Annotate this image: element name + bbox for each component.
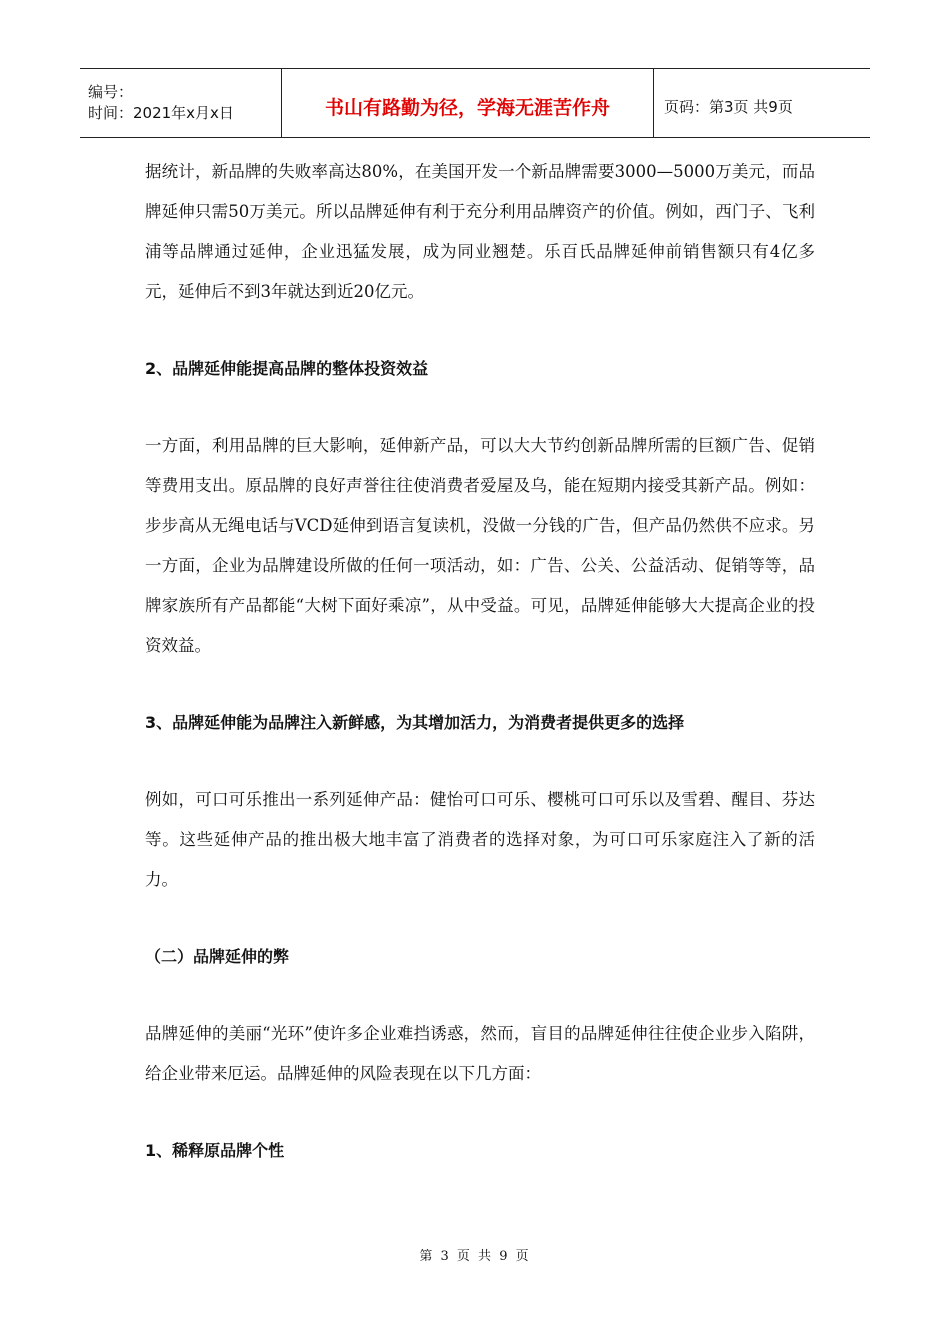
header-motto bbox=[281, 69, 654, 137]
header-page-info bbox=[654, 69, 870, 137]
heading-4: （二）品牌延伸的弊 bbox=[145, 947, 290, 966]
heading-3: 3、品牌延伸能为品牌注入新鲜感，为其增加活力，为消费者提供更多的选择 bbox=[145, 713, 685, 732]
number-label: 编号： bbox=[88, 83, 134, 101]
document-body bbox=[145, 152, 815, 1171]
footer-page-number: 第 3 页 共 9 页 bbox=[419, 1249, 531, 1264]
page-label: 页码：第3页 共9页 bbox=[664, 97, 793, 116]
heading-5: 1、稀释原品牌个性 bbox=[145, 1141, 285, 1160]
paragraph-4: 品牌延伸的美丽“光环”使许多企业难挡诱惑，然而，盲目的品牌延伸往往使企业步入陷阱，给企业带来厄运。品牌延伸的风险表现在以下几方面： bbox=[145, 1024, 815, 1083]
paragraph-1: 据统计，新品牌的失败率高达80%，在美国开发一个新品牌需要3000—5000万美元，而品牌延伸只需50万美元。所以品牌延伸有利于充分利用品牌资产的价值。例如，西门子、飞利浦等品牌通过延伸，企业迅猛发展，成为同业翘楚。乐百氏品牌延伸前销售额只有4亿多元，延伸后不到3年就达到近20亿元。 bbox=[145, 162, 815, 301]
paragraph-3: 例如，可口可乐推出一系列延伸产品：健怡可口可乐、樱桃可口可乐以及雪碧、醒目、芬达等。这些延伸产品的推出极大地丰富了消费者的选择对象，为可口可乐家庭注入了新的活力。 bbox=[145, 790, 815, 889]
paragraph-2: 一方面，利用品牌的巨大影响，延伸新产品，可以大大节约创新品牌所需的巨额广告、促销等费用支出。原品牌的良好声誉往往使消费者爱屋及乌，能在短期内接受其新产品。例如：步步高从无绳电话与VCD延伸到语言复读机，没做一分钱的广告，但产品仍然供不应求。另一方面，企业为品牌建设所做的任何一项活动，如：广告、公关、公益活动、促销等等，品牌家族所有产品都能“大树下面好乘凉”，从中受益。可见，品牌延伸能够大大提高企业的投资效益。 bbox=[145, 436, 815, 655]
header-info bbox=[80, 69, 281, 137]
header-table bbox=[80, 68, 870, 138]
date-label: 时间：2021年x月x日 bbox=[88, 104, 234, 122]
motto-text: 书山有路勤为径，学海无涯苦作舟 bbox=[324, 96, 610, 119]
page-footer bbox=[0, 1245, 950, 1264]
heading-2: 2、品牌延伸能提高品牌的整体投资效益 bbox=[145, 359, 429, 378]
